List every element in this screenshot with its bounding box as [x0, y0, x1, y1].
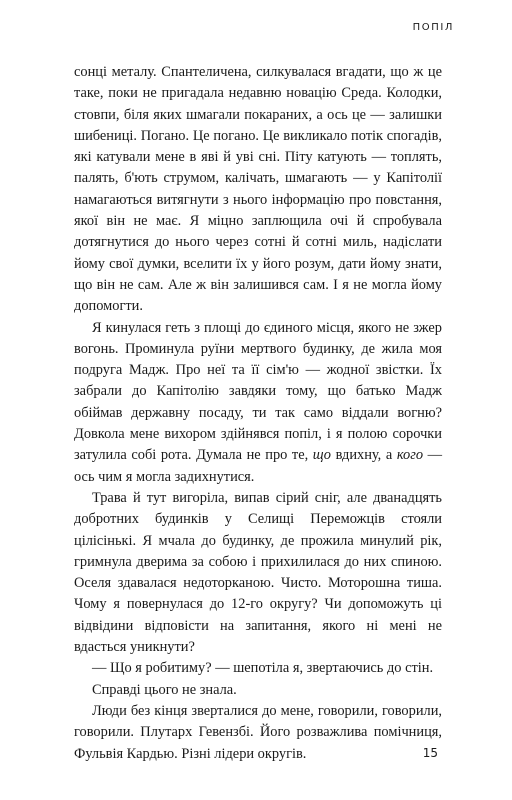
- paragraph: [74, 318, 442, 488]
- emphasis: що: [312, 447, 331, 464]
- emphasis: кого: [396, 447, 424, 464]
- paragraph: [74, 701, 442, 765]
- paragraph: [74, 680, 442, 701]
- text-run: сонці металу. Спантеличена, силкувалася вгадати, що ж це таке, поки не пригадала недавню новацію Среда. Колодки, стовпи, біля яких шмагали покараних, а ось це — залишки шибениці. Погано. Це погано. Це викликало потік спогадів, які катували мене в яві й уві сні. Піту катують — топлять, палять, б'ють струмом, калічать, шмагають — у Капітолії намагаються витягнути з нього інформацію про повстання, якої він не має. Я міцно заплющила очі й спробувала дотягнутися до нього через сотні й сотні миль, надіслати йому свої думки, вселити їх у його розум, дати йому знати, що він не сам. Але ж він залишився сам. І я не могла йому допомогти.: [74, 64, 442, 315]
- paragraph: [74, 62, 442, 318]
- text-run: — ось чим я могла задихнутися.: [74, 447, 442, 485]
- page-number: 15: [422, 746, 438, 760]
- text-run: Справді цього не знала.: [92, 681, 237, 698]
- running-head: ПОПІЛ: [412, 22, 454, 33]
- dialogue-line: [74, 658, 442, 679]
- body-text: [74, 62, 442, 765]
- text-run: вдихну, а: [331, 447, 397, 464]
- text-run: Люди без кінця зверталися до мене, говорили, говорили, говорили. Плутарх Гевензбі. Його розважлива помічниця, Фульвія Кардью. Різні лідери округів.: [74, 702, 442, 762]
- text-run: Трава й тут вигоріла, випав сірий сніг, але дванадцять добротних будинків у Селищі Переможців стояли цілісінькі. Я мчала до будинку, де прожила минулий рік, гримнула дверима за собою і прихилилася до них спиною. Оселя здавалася недоторканою. Чисто. Моторошна тиша. Чому я повернулася до 12-го округу? Чи допоможуть ці відвідини відповісти на запитання, якого ні мені не вдасться уникнути?: [74, 489, 442, 656]
- paragraph: [74, 488, 442, 658]
- text-run: Я кинулася геть з площі до єдиного місця, якого не зжер вогонь. Проминула руїни мертвого будинку, де жила моя подруга Мадж. Про неї та її сім'ю — жодної звістки. Їх забрали до Капітолію завдяки тому, що батько Мадж обіймав державну посаду, ти так само віддали вогню? Довкола мене вихором здійнявся попіл, і я полою сорочки затулила собі рота. Думала не про те,: [74, 319, 442, 464]
- text-run: — Що я робитиму? — шепотіла я, звертаючись до стін.: [92, 660, 434, 677]
